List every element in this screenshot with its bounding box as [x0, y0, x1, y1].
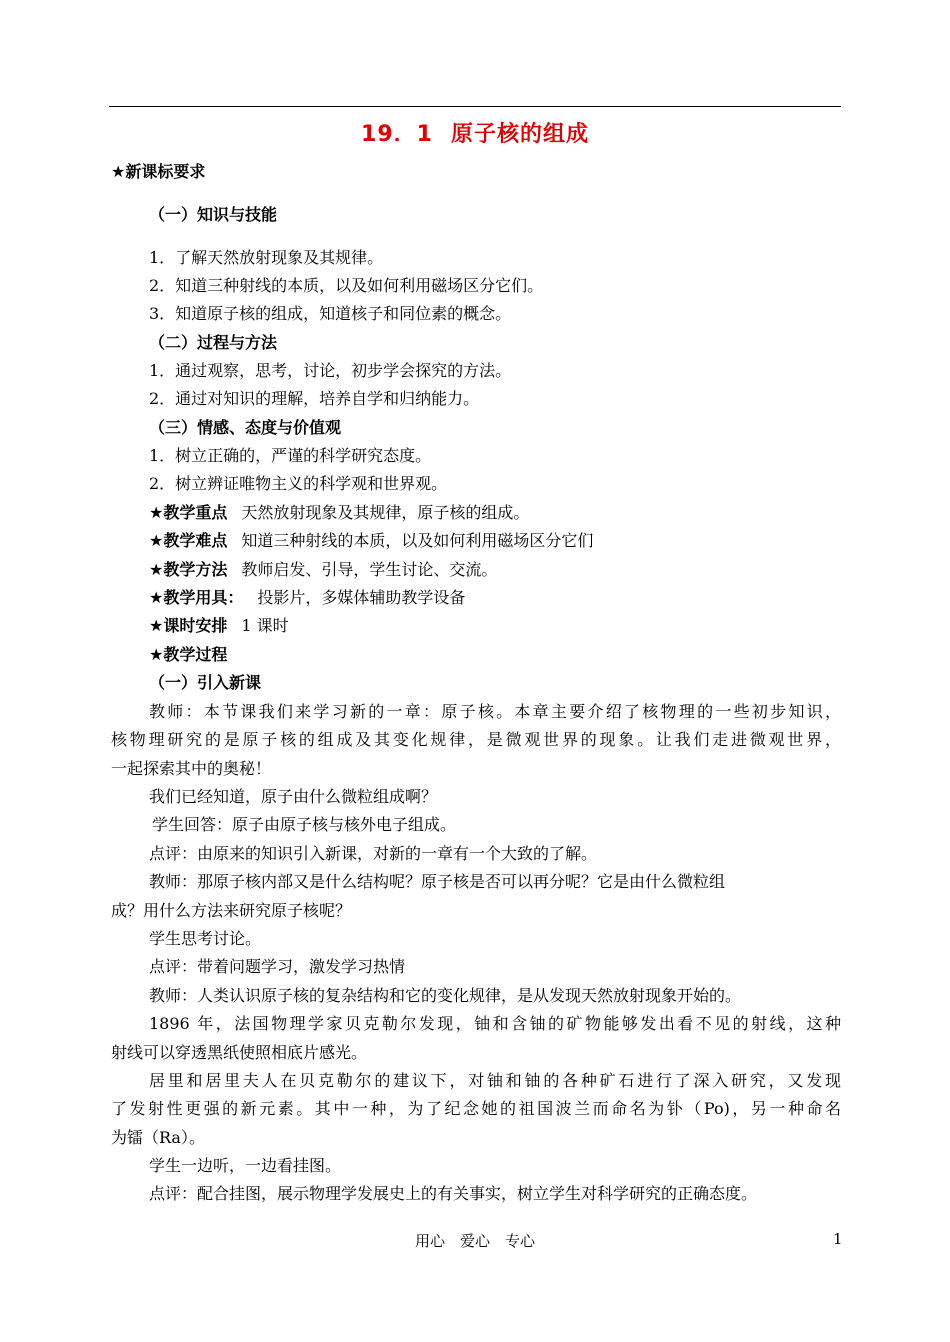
key-points-value: 天然放射现象及其规律，原子核的组成。	[241, 503, 530, 522]
hours-label: ★课时安排	[149, 616, 228, 635]
list-item: 2．通过对知识的理解，培养自学和归纳能力。	[149, 389, 480, 408]
key-points-label: ★教学重点	[149, 503, 228, 522]
difficulties-label: ★教学难点	[149, 531, 228, 550]
footer-motto: 用心 爱心 专心	[414, 1232, 535, 1250]
body-line: 教师：本节课我们来学习新的一章：原子核。本章主要介绍了核物理的一些初步知识，	[149, 702, 841, 721]
title-number: 19．1	[361, 122, 433, 147]
body-line: 了发射性更强的新元素。其中一种，为了纪念她的祖国波兰而命名为钋（Po)，另一种命名	[111, 1099, 841, 1118]
body-line: 一起探索其中的奥秘！	[111, 759, 272, 778]
body-line: 核物理研究的是原子核的组成及其变化规律，是微观世界的现象。让我们走进微观世界，	[111, 730, 841, 749]
body-line: 学生一边听，一边看挂图。	[149, 1156, 342, 1175]
header-rule	[109, 106, 841, 107]
title-text: 原子核的组成	[450, 122, 589, 147]
body-line: 我们已经知道，原子由什么微粒组成啊？	[149, 787, 438, 806]
body-line: 1896 年，法国物理学家贝克勒尔发现，铀和含铀的矿物能够发出看不见的射线，这种	[149, 1014, 841, 1033]
body-line: 教师：人类认识原子核的复杂结构和它的变化规律，是从发现天然放射现象开始的。	[149, 986, 742, 1005]
body-line: 学生回答：原子由原子核与核外电子组成。	[152, 815, 457, 834]
intro-heading: （一）引入新课	[149, 673, 262, 692]
difficulties	[149, 531, 593, 551]
methods-value: 教师启发、引导，学生讨论、交流。	[241, 560, 498, 579]
list-item: 2．树立辨证唯物主义的科学观和世界观。	[149, 474, 448, 493]
requirements-heading: ★新课标要求	[111, 162, 206, 181]
page-title	[0, 117, 950, 148]
body-line: 成？用什么方法来研究原子核呢？	[111, 901, 352, 920]
body-line: 居里和居里夫人在贝克勒尔的建议下，对铀和铀的各种矿石进行了深入研究，又发现	[149, 1071, 841, 1090]
body-line: 射线可以穿透黑纸使照相底片感光。	[111, 1043, 368, 1062]
difficulties-value: 知道三种射线的本质，以及如何利用磁场区分它们	[241, 531, 594, 550]
list-item: 1．通过观察，思考，讨论，初步学会探究的方法。	[149, 361, 512, 380]
section-heading: （三）情感、态度与价值观	[149, 418, 342, 437]
body-line: 为镭（Ra）。	[111, 1128, 205, 1147]
tools-label: ★教学用具：	[149, 588, 244, 607]
body-line: 教师：那原子核内部又是什么结构呢？原子核是否可以再分呢？它是由什么微粒组	[149, 872, 726, 891]
hours	[149, 616, 289, 636]
page-number: 1	[833, 1230, 843, 1248]
section-heading: （二）过程与方法	[149, 333, 278, 352]
list-item: 2．知道三种射线的本质，以及如何利用磁场区分它们。	[149, 276, 544, 295]
list-item: 1．了解天然放射现象及其规律。	[149, 248, 384, 267]
section-heading: （一）知识与技能	[149, 205, 278, 224]
methods	[149, 560, 497, 580]
body-line: 点评：带着问题学习，激发学习热情	[149, 957, 406, 976]
body-line: 点评：由原来的知识引入新课，对新的一章有一个大致的了解。	[149, 844, 598, 863]
list-item: 1．树立正确的，严谨的科学研究态度。	[149, 446, 432, 465]
process-heading: ★教学过程	[149, 645, 228, 664]
methods-label: ★教学方法	[149, 560, 228, 579]
list-item: 3．知道原子核的组成，知道核子和同位素的概念。	[149, 304, 512, 323]
tools-value: 投影片，多媒体辅助教学设备	[257, 588, 466, 607]
tools	[149, 588, 465, 608]
key-points	[149, 503, 529, 523]
body-line: 点评：配合挂图，展示物理学发展史上的有关事实，树立学生对科学研究的正确态度。	[149, 1184, 758, 1203]
body-line: 学生思考讨论。	[149, 929, 262, 948]
hours-value: 1 课时	[241, 616, 289, 635]
